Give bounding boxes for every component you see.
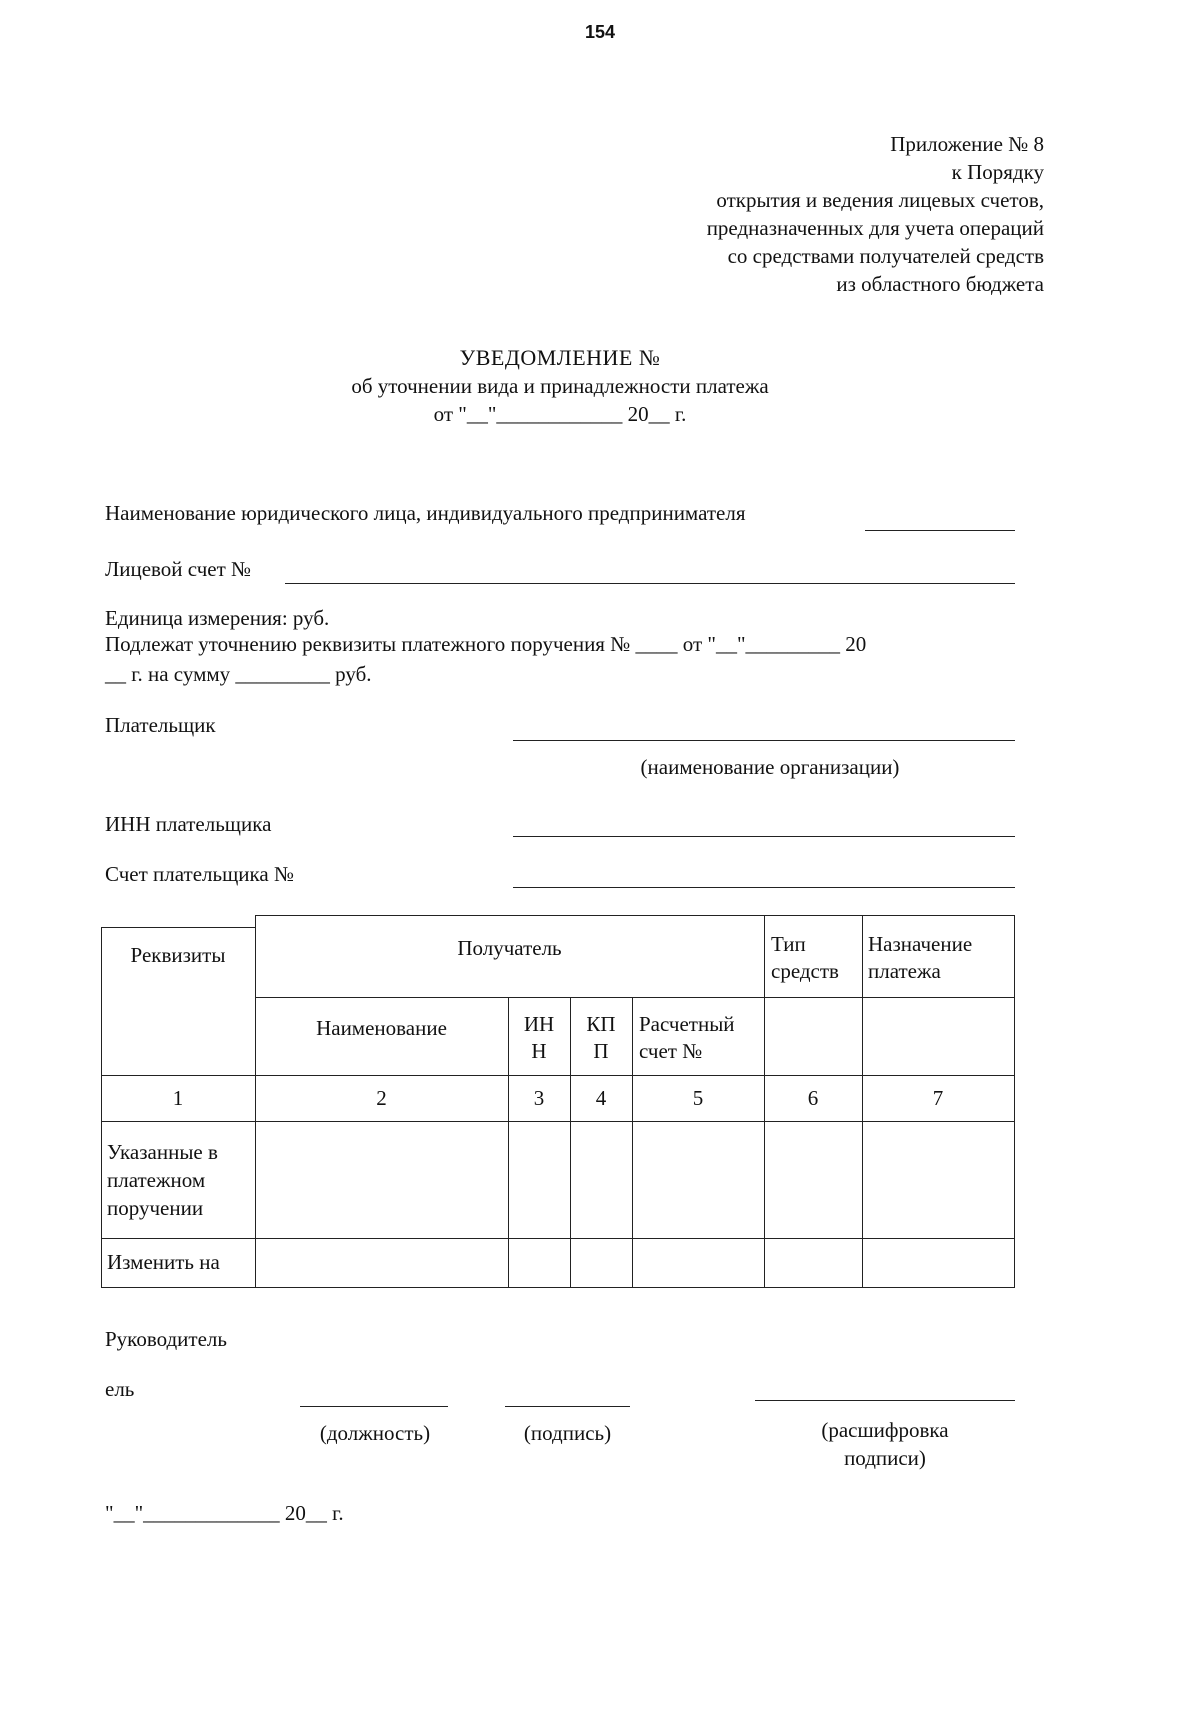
row-label-specified xyxy=(107,1138,255,1222)
header-funds-type xyxy=(771,931,863,985)
header-requisites: Реквизиты xyxy=(130,943,226,967)
table-grid-line xyxy=(101,1121,1015,1122)
appendix-line: со средствами получателей средств xyxy=(727,244,1044,268)
title-date-line: от "__"____________ 20__ г. xyxy=(433,402,687,426)
payer-label: Плательщик xyxy=(105,713,216,737)
title-heading: УВЕДОМЛЕНИЕ № xyxy=(459,345,661,370)
header-inn-line: Н xyxy=(531,1039,547,1063)
row-label-change-to: Изменить на xyxy=(107,1250,220,1274)
header-settlement-account-line: Расчетный xyxy=(639,1012,735,1036)
account-label: Лицевой счет № xyxy=(105,557,252,581)
payer-inn-field[interactable] xyxy=(513,836,1015,837)
table-grid-line xyxy=(255,997,1015,998)
payer-account-label: Счет плательщика № xyxy=(105,862,294,886)
table-border xyxy=(101,1287,1015,1288)
column-number: 3 xyxy=(533,1086,545,1110)
signature-decoding-field[interactable] xyxy=(755,1400,1015,1401)
signature-caption: (подпись) xyxy=(523,1421,612,1445)
header-name: Наименование xyxy=(316,1016,447,1040)
account-field[interactable] xyxy=(285,583,1015,584)
payer-caption: (наименование организации) xyxy=(640,755,900,779)
header-kpp-line: П xyxy=(593,1039,609,1063)
unit-label: Единица измерения: руб. xyxy=(105,606,330,630)
header-kpp-line: КП xyxy=(586,1012,616,1036)
appendix-line: к Порядку xyxy=(951,160,1044,184)
document-title xyxy=(0,344,1120,428)
column-number: 5 xyxy=(692,1086,704,1110)
column-number: 2 xyxy=(376,1086,387,1110)
position-field[interactable] xyxy=(300,1406,448,1407)
header-purpose-line: Назначение xyxy=(868,932,973,956)
entity-name-label: Наименование юридического лица, индивидуального предпринимателя xyxy=(105,501,746,525)
header-purpose xyxy=(868,931,1014,985)
header-inn xyxy=(508,1011,570,1065)
appendix-line: Приложение № 8 xyxy=(890,132,1044,156)
payer-field[interactable] xyxy=(513,740,1015,741)
column-number: 6 xyxy=(807,1086,819,1110)
header-settlement-account-line: счет № xyxy=(639,1039,703,1063)
payment-order-line: Подлежат уточнению реквизиты платежного поручения № ____ от "__"_________ 20 xyxy=(105,632,867,656)
appendix-line: предназначенных для учета операций xyxy=(706,216,1044,240)
table-grid-line xyxy=(101,1075,1015,1076)
decoding-caption-line: (расшифровка xyxy=(821,1418,949,1442)
header-funds-type-line: Тип xyxy=(771,932,806,956)
table-border xyxy=(101,927,255,928)
position-caption: (должность) xyxy=(319,1421,431,1445)
signature-date-line: "__"_____________ 20__ г. xyxy=(105,1501,344,1525)
page-number: 154 xyxy=(584,22,616,42)
row-label-line: поручении xyxy=(107,1196,204,1220)
payer-account-field[interactable] xyxy=(513,887,1015,888)
decoding-caption xyxy=(760,1416,1010,1472)
table-grid-line xyxy=(632,997,633,1288)
payment-order-line-2: __ г. на сумму _________ руб. xyxy=(105,662,372,686)
signature-field[interactable] xyxy=(505,1406,630,1407)
head-label: Руководитель xyxy=(105,1327,227,1351)
appendix-line: из областного бюджета xyxy=(836,272,1044,296)
column-number: 1 xyxy=(172,1086,184,1110)
header-inn-line: ИН xyxy=(523,1012,555,1036)
decoding-caption-line: подписи) xyxy=(844,1446,926,1470)
table-border xyxy=(255,915,1015,916)
header-recipient: Получатель xyxy=(457,936,562,960)
row-label-line: Указанные в xyxy=(107,1140,218,1164)
row-label-line: платежном xyxy=(107,1168,206,1192)
appendix-reference xyxy=(524,130,1044,298)
header-kpp xyxy=(570,1011,632,1065)
header-funds-type-line: средств xyxy=(771,959,839,983)
table-border xyxy=(1014,915,1015,1288)
head-label-fragment: ель xyxy=(105,1377,135,1401)
header-purpose-line: платежа xyxy=(868,959,941,983)
column-number: 7 xyxy=(932,1086,944,1110)
table-grid-line xyxy=(101,1238,1015,1239)
entity-name-field[interactable] xyxy=(865,530,1015,531)
requisites-table xyxy=(101,915,1015,1288)
header-settlement-account xyxy=(639,1011,764,1065)
appendix-line: открытия и ведения лицевых счетов, xyxy=(716,188,1044,212)
title-subheading: об уточнении вида и принадлежности платежа xyxy=(351,374,769,398)
payer-inn-label: ИНН плательщика xyxy=(105,812,272,836)
column-number: 4 xyxy=(595,1086,607,1110)
